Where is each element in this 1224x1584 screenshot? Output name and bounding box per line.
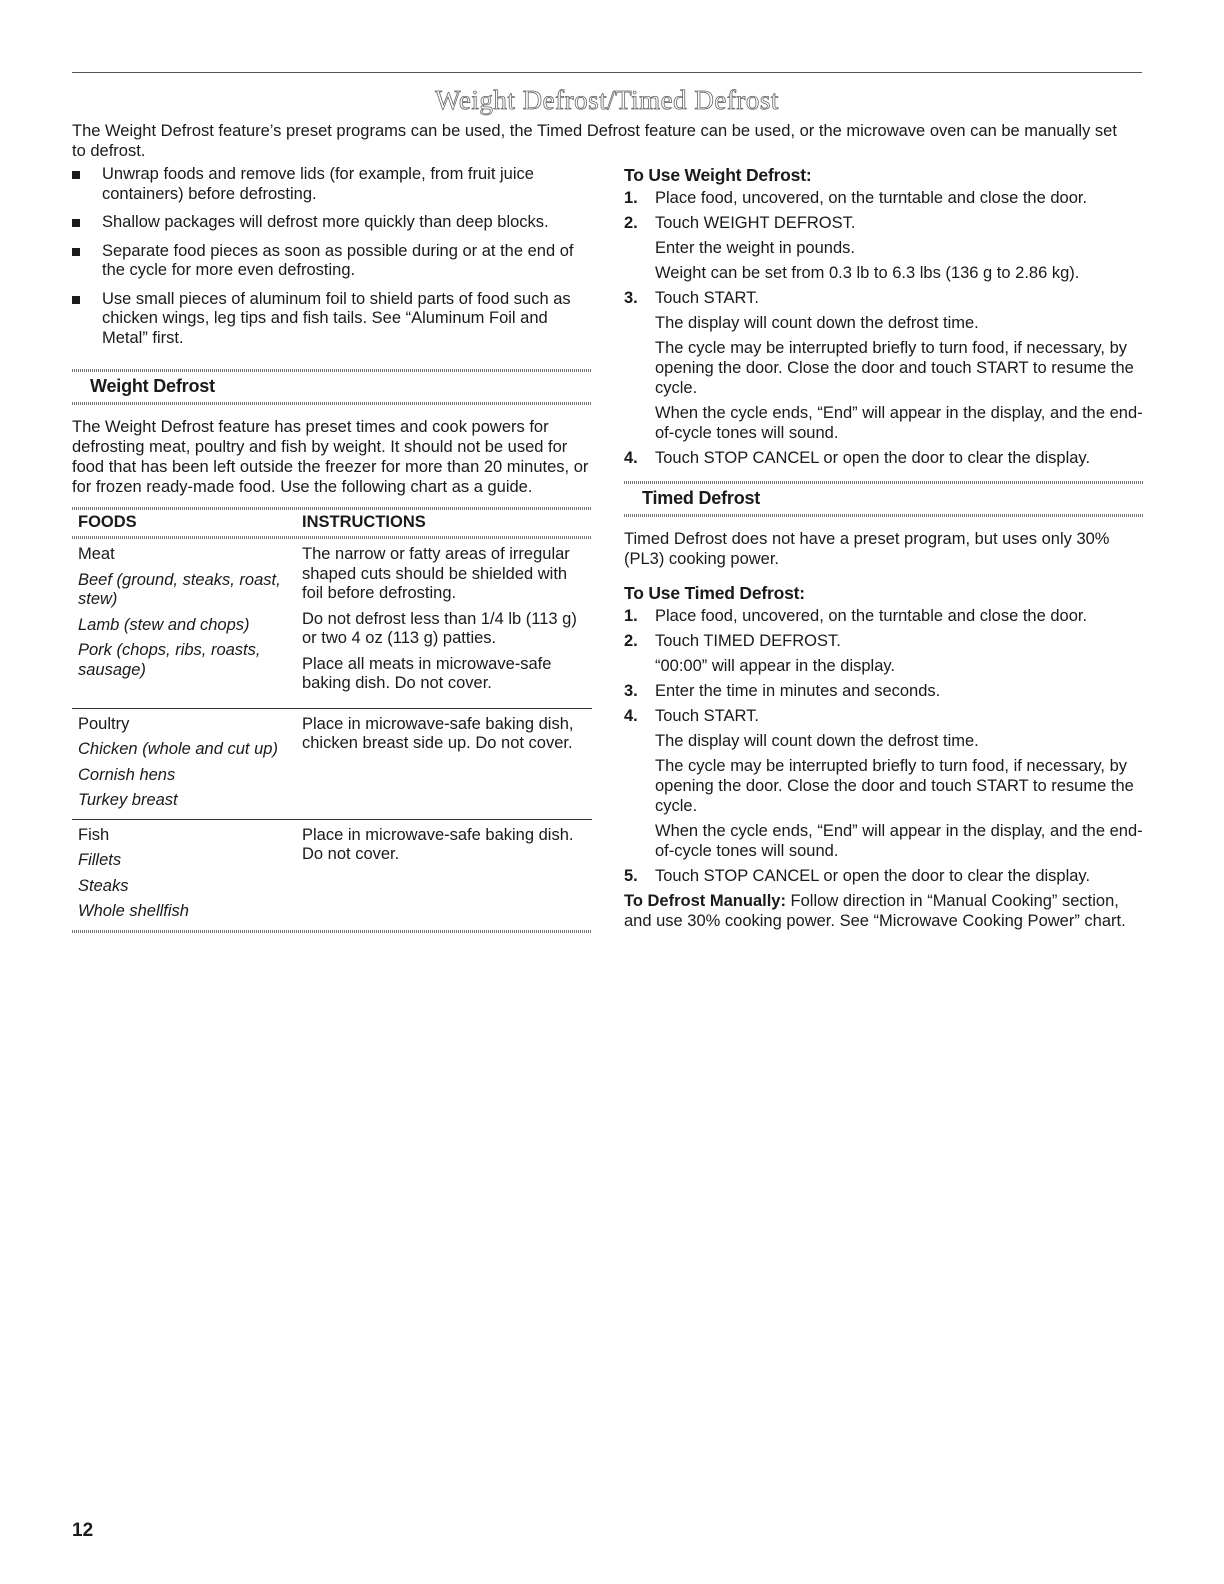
use-timed-defrost-heading: To Use Timed Defrost: xyxy=(624,583,805,603)
list-item: 4. Touch START. The display will count down the defrost time. The cycle may be interrupted briefly to turn food, if necessary, by opening the door. Close the door and touch START to resume the cycle. When the cycle ends, “End” will appear in the display, and the end-of-cycle tones will sound. xyxy=(624,707,1143,860)
square-bullet-icon xyxy=(72,171,80,179)
col-header-instructions: INSTRUCTIONS xyxy=(302,513,426,531)
table-row xyxy=(72,819,592,930)
food-cell: Fish Fillets Steaks Whole shellfish xyxy=(78,825,189,920)
weight-defrost-heading: Weight Defrost xyxy=(90,376,215,396)
weight-defrost-steps xyxy=(624,188,1144,468)
list-item: 3. Enter the time in minutes and seconds. xyxy=(624,682,941,700)
list-item: 2. Touch WEIGHT DEFROST. Enter the weight in pounds. Weight can be set from 0.3 lb to 6.3 lbs (136 g to 2.86 kg). xyxy=(624,214,1080,282)
instruction-cell: The narrow or fatty areas of irregular shaped cuts should be shielded with foil before defrosting. Do not defrost less than 1/4 lb (113 g) or two 4 oz (113 g) patties. Place all meats in microwave-safe baking dish. Do not cover. xyxy=(296,539,592,708)
defrost-manually-note: To Defrost Manually: Follow direction in “Manual Cooking” section, and use 30% cooking power. See “Microwave Cooking Power” chart. xyxy=(624,892,1126,930)
list-item: 4. Touch STOP CANCEL or open the door to clear the display. xyxy=(624,449,1091,467)
weight-defrost-body: The Weight Defrost feature has preset times and cook powers for defrosting meat, poultry and fish by weight. It should not be used for food that has been left outside the freezer for more than 20 minutes, or for frozen ready-made food. Use the following chart as a guide. xyxy=(72,418,589,496)
list-item: Shallow packages will defrost more quickly than deep blocks. xyxy=(72,213,592,233)
list-item: 1. Place food, uncovered, on the turntable and close the door. xyxy=(624,189,1088,207)
food-cell: Meat Beef (ground, steaks, roast, stew) Lamb (stew and chops) Pork (chops, ribs, roasts, sausage) xyxy=(72,539,296,708)
square-bullet-icon xyxy=(72,219,80,227)
list-item: 2. Touch TIMED DEFROST. “00:00” will appear in the display. xyxy=(624,632,895,675)
square-bullet-icon xyxy=(72,296,80,304)
right-column xyxy=(624,165,1144,931)
square-bullet-icon xyxy=(72,248,80,256)
table-row xyxy=(72,708,592,819)
col-header-foods: FOODS xyxy=(78,513,137,531)
page-title: Weight Defrost/Timed Defrost xyxy=(435,85,779,115)
defrost-chart-table xyxy=(72,510,592,930)
divider xyxy=(72,930,592,933)
top-rule xyxy=(72,72,1142,73)
list-item: Unwrap foods and remove lids (for example, from fruit juice containers) before defrosting. xyxy=(72,165,592,204)
timed-defrost-steps xyxy=(624,606,1144,886)
instruction-cell: Place in microwave-safe baking dish, chicken breast side up. Do not cover. xyxy=(296,708,592,819)
table-header-row xyxy=(72,510,592,536)
timed-defrost-heading: Timed Defrost xyxy=(642,488,761,508)
intro-paragraph: The Weight Defrost feature’s preset programs can be used, the Timed Defrost feature can be used, or the microwave oven can be manually set to defrost. xyxy=(72,122,1117,160)
table-row xyxy=(72,539,592,708)
list-item: Use small pieces of aluminum foil to shield parts of food such as chicken wings, leg tips and fish tails. See “Aluminum Foil and Metal” first. xyxy=(72,290,592,349)
page-number: 12 xyxy=(72,1520,94,1541)
instruction-cell: Place in microwave-safe baking dish. Do not cover. xyxy=(302,825,574,863)
use-weight-defrost-heading: To Use Weight Defrost: xyxy=(624,165,812,185)
left-column xyxy=(72,165,592,933)
food-cell: Poultry Chicken (whole and cut up) Cornish hens Turkey breast xyxy=(72,708,296,819)
list-item: 5. Touch STOP CANCEL or open the door to clear the display. xyxy=(624,867,1091,885)
tips-list xyxy=(72,165,592,348)
list-item: 1. Place food, uncovered, on the turntable and close the door. xyxy=(624,607,1088,625)
list-item: Separate food pieces as soon as possible during or at the end of the cycle for more even defrosting. xyxy=(72,242,592,281)
list-item: 3. Touch START. The display will count down the defrost time. The cycle may be interrupted briefly to turn food, if necessary, by opening the door. Close the door and touch START to resume the cycle. When the cycle ends, “End” will appear in the display, and the end-of-cycle tones will sound. xyxy=(624,289,1143,442)
timed-defrost-body: Timed Defrost does not have a preset program, but uses only 30% (PL3) cooking power. xyxy=(624,530,1110,568)
